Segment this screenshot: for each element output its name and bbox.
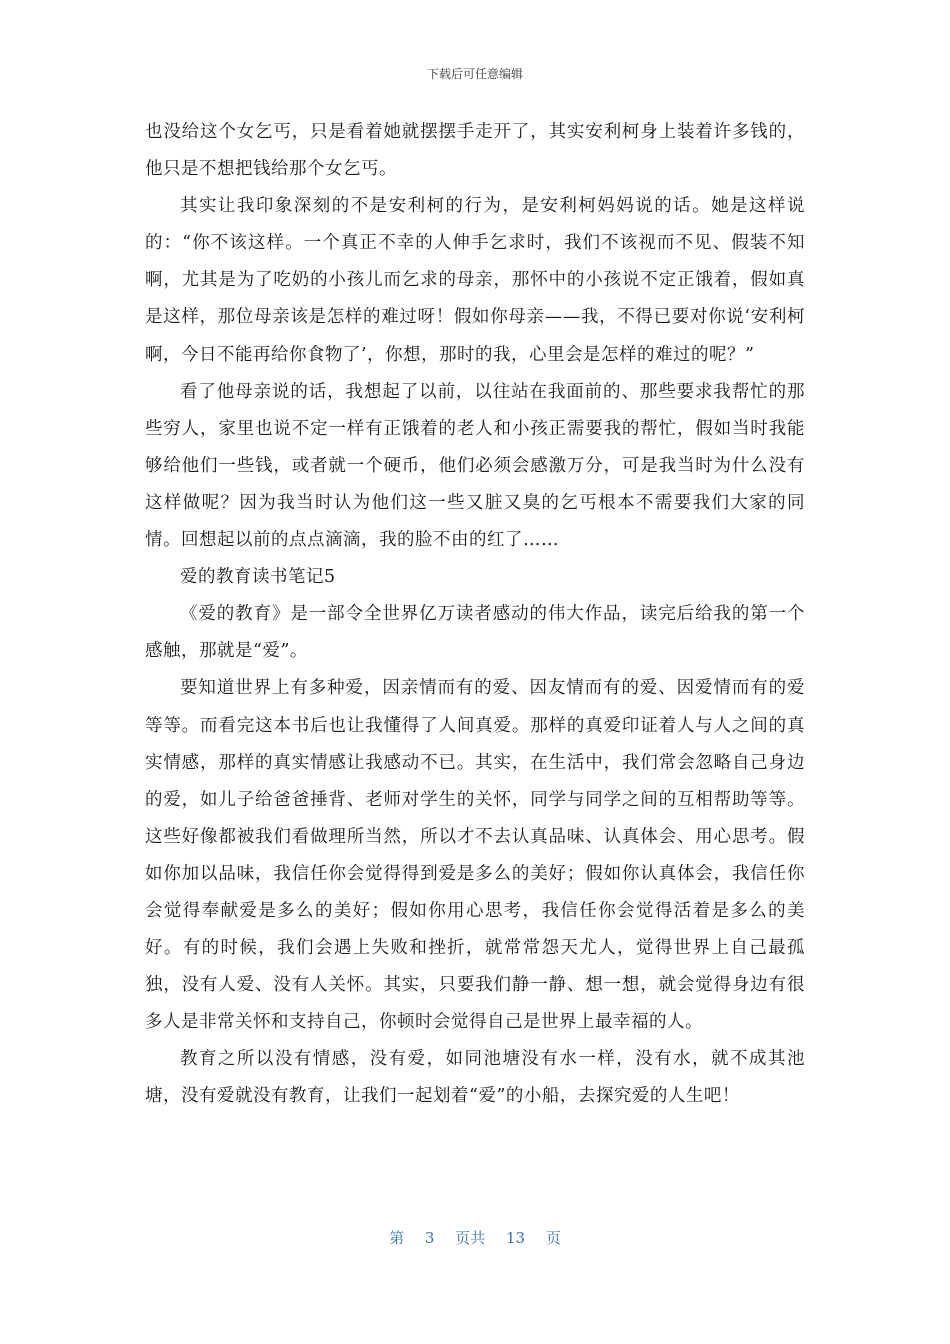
footer-total-pages: 13 [506, 1229, 526, 1247]
page-header: 下载后可任意编辑 [426, 67, 523, 81]
paragraph-reflection: 看了他母亲说的话，我想起了以前，以往站在我面前的、那些要求我帮忙的那些穷人，家里也说不定一样有正饿着的老人和小孩正需要我的帮忙，假如当时我能够给他们一些钱，或者就一个硬币，他们必须会感激万分，可是我当时为什么没有这样做呢？因为我当时认为他们这一些又脏又臭的乞丐根本不需要我们大家的同情。回想起以前的点点滴滴，我的脸不由的红了…… [145, 381, 805, 551]
page-footer [0, 1228, 950, 1248]
paragraph-mother-quote: 其实让我印象深刻的不是安利柯的行为，是安利柯妈妈说的话。她是这样说的：“你不该这样。一个真正不幸的人伸手乞求时，我们不该视而不见、假装不知啊，尤其是为了吃奶的小孩儿而乞求的母亲，那怀中的小孩说不定正饿着，假如真是这样，那位母亲该是怎样的难过呀！假如你母亲——我，不得已要对你说‘安利柯啊，今日不能再给你食物了’，你想，那时的我，心里会是怎样的难过的呢？” [145, 196, 805, 365]
paragraph-intro: 《爱的教育》是一部令全世界亿万读者感动的伟大作品，读完后给我的第一个感触，那就是“爱”。 [145, 604, 805, 662]
section-heading: 爱的教育读书笔记5 [180, 567, 336, 588]
paragraph-body: 要知道世界上有多种爱，因亲情而有的爱、因友情而有的爱、因爱情而有的爱等等。而看完这本书后也让我懂得了人间真爱。那样的真爱印证着人与人之间的真实情感，那样的真实情感让我感动不已。其实，在生活中，我们常会忽略自己身边的爱，如儿子给爸爸捶背、老师对学生的关怀，同学与同学之间的互相帮助等等。这些好像都被我们看做理所当然，所以才不去认真品味、认真体会、用心思考。假如你加以品味，我信任你会觉得得到爱是多么的美好；假如你认真体会，我信任你会觉得奉献爱是多么的美好；假如你用心思考，我信任你会觉得活着是多么的美好。有的时候，我们会遇上失败和挫折，就常常怨天尤人，觉得世界上自己最孤独，没有人爱、没有人关怀。其实，只要我们静一静、想一想，就会觉得身边有很多人是非常关怀和支持自己，你顿时会觉得自己是世界上最幸福的人。 [145, 678, 805, 1033]
footer-current-page: 3 [424, 1229, 435, 1247]
paragraph-continued: 也没给这个女乞丐，只是看着她就摆摆手走开了，其实安利柯身上装着许多钱的，他只是不想把钱给那个女乞丐。 [145, 122, 805, 180]
footer-label-of: 页共 [455, 1229, 486, 1247]
document-body [145, 114, 805, 1116]
paragraph-conclusion: 教育之所以没有情感，没有爱，如同池塘没有水一样，没有水，就不成其池塘，没有爱就没有教育，让我们一起划着“爱”的小船，去探究爱的人生吧！ [145, 1049, 805, 1107]
footer-label-end: 页 [545, 1229, 561, 1247]
footer-label-page: 第 [389, 1229, 405, 1247]
